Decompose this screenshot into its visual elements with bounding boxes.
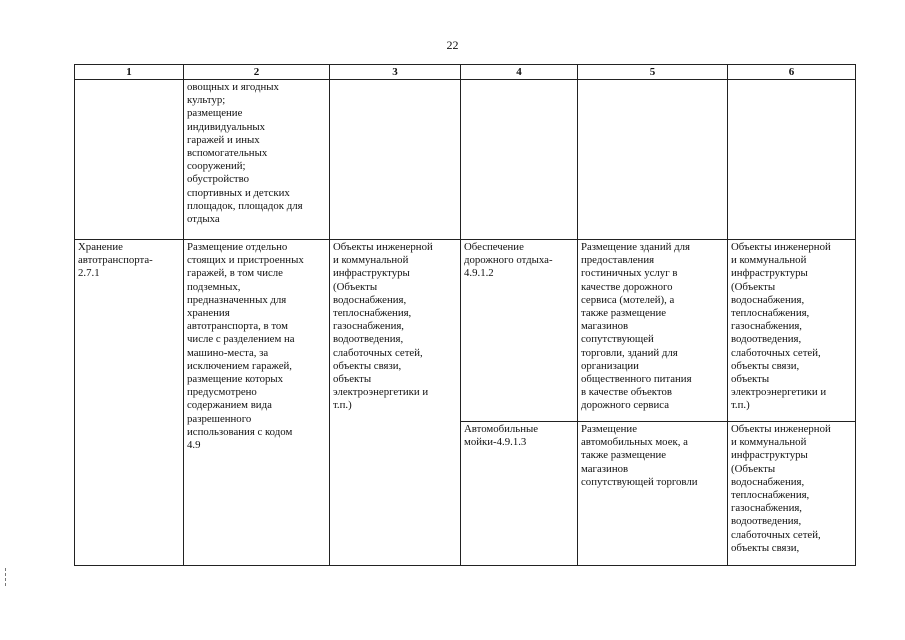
cell-use-name [75,80,184,240]
header-col-2: 2 [184,65,330,80]
header-col-3: 3 [330,65,461,80]
margin-mark [5,568,8,586]
cell-conditional-use-description: Размещение зданий для предоставления гостиничных услуг в качестве дорожного сервиса (мотелей), а также размещение магазинов сопутствующей торговли, зданий для организации общественного питания в качестве объектов дорожного сервиса [578,240,728,422]
table-header-row [75,65,856,80]
cell-conditional-use-name: Обеспечение дорожного отдыха- 4.9.1.2 [461,240,578,422]
cell-infrastructure [330,80,461,240]
cell-conditional-infrastructure: Объекты инженерной и коммунальной инфраструктуры (Объекты водоснабжения, теплоснабжения, газоснабжения, водоотведения, слаботочных сетей, объекты связи, [728,422,856,566]
cell-use-description: Размещение отдельно стоящих и пристроенных гаражей, в том числе подземных, предназначенных для хранения автотранспорта, в том числе с разделением на машино-места, за исключением гаражей, размещение которых предусмотрено содержанием вида разрешенного использования с кодом 4.9 [184,240,330,566]
cell-use-description: овощных и ягодных культур; размещение индивидуальных гаражей и иных вспомогательных сооружений; обустройство спортивных и детских площадок, площадок для отдыха [184,80,330,240]
cell-conditional-use-name: Автомобильные мойки-4.9.1.3 [461,422,578,566]
cell-conditional-use-description [578,80,728,240]
cell-use-name: Хранение автотранспорта- 2.7.1 [75,240,184,566]
header-col-6: 6 [728,65,856,80]
zoning-table [74,64,856,566]
cell-conditional-use-description: Размещение автомобильных моек, а также размещение магазинов сопутствующей торговли [578,422,728,566]
header-col-5: 5 [578,65,728,80]
cell-conditional-infrastructure: Объекты инженерной и коммунальной инфраструктуры (Объекты водоснабжения, теплоснабжения, газоснабжения, водоотведения, слаботочных сетей, объекты связи, объекты электроэнергетики и т.п.) [728,240,856,422]
cell-infrastructure: Объекты инженерной и коммунальной инфраструктуры (Объекты водоснабжения, теплоснабжения, газоснабжения, водоотведения, слаботочных сетей, объекты связи, объекты электроэнергетики и т.п.) [330,240,461,566]
table-row [75,240,856,422]
cell-conditional-use-name [461,80,578,240]
header-col-4: 4 [461,65,578,80]
table-row [75,80,856,240]
header-col-1: 1 [75,65,184,80]
cell-conditional-infrastructure [728,80,856,240]
page-number: 22 [446,38,459,52]
